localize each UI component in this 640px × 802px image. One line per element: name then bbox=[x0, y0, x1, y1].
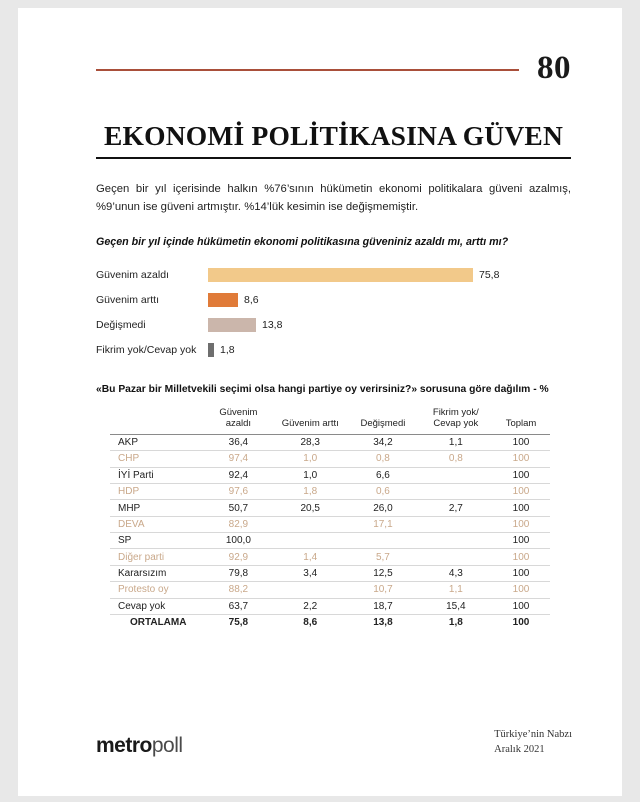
row-label: DEVA bbox=[110, 516, 202, 532]
column-header-no-opinion: Fikrim yok/ Cevap yok bbox=[420, 407, 492, 434]
table-row bbox=[110, 565, 550, 581]
cell: 92,4 bbox=[202, 467, 274, 483]
row-label: HDP bbox=[110, 483, 202, 499]
table-row-total bbox=[110, 614, 550, 630]
bar-label: Fikrim yok/Cevap yok bbox=[96, 343, 197, 356]
cell: 5,7 bbox=[346, 549, 420, 565]
bar-value: 13,8 bbox=[262, 318, 283, 331]
header-rule bbox=[96, 69, 519, 71]
table-row bbox=[110, 483, 550, 499]
cell: 6,6 bbox=[346, 467, 420, 483]
table-row bbox=[110, 516, 550, 532]
cell: 3,4 bbox=[274, 565, 346, 581]
bar-fill bbox=[208, 318, 256, 332]
cell: 0,6 bbox=[346, 483, 420, 499]
cell: 26,0 bbox=[346, 500, 420, 516]
cell bbox=[346, 533, 420, 549]
row-label: MHP bbox=[110, 500, 202, 516]
page-header bbox=[96, 48, 571, 88]
cell: 0,8 bbox=[420, 451, 492, 467]
cell: 92,9 bbox=[202, 549, 274, 565]
bar-track bbox=[208, 268, 571, 282]
cell: 1,8 bbox=[274, 483, 346, 499]
column-header-total: Toplam bbox=[492, 407, 550, 434]
footer-survey-name: Türkiye’nin Nabzı bbox=[494, 728, 572, 740]
breakdown-question: «Bu Pazar bir Milletvekili seçimi olsa hangi partiye oy verirsiniz?» sorusuna göre dağılım - % bbox=[96, 384, 549, 395]
cell: 18,7 bbox=[346, 598, 420, 614]
bar-track bbox=[208, 343, 571, 357]
cell bbox=[420, 467, 492, 483]
bar-label: Değişmedi bbox=[96, 318, 146, 331]
table-row bbox=[110, 533, 550, 549]
bar-row bbox=[96, 262, 571, 287]
cell bbox=[420, 549, 492, 565]
logo-light-part: poll bbox=[151, 734, 183, 757]
table-header-row bbox=[110, 407, 550, 434]
cell: 63,7 bbox=[202, 598, 274, 614]
cell: 10,7 bbox=[346, 582, 420, 598]
cell: 100 bbox=[492, 500, 550, 516]
cell: 1,8 bbox=[420, 614, 492, 630]
cell: 100 bbox=[492, 516, 550, 532]
cell: 100 bbox=[492, 451, 550, 467]
bar-track bbox=[208, 318, 571, 332]
cell: 50,7 bbox=[202, 500, 274, 516]
cell: 36,4 bbox=[202, 434, 274, 450]
bar-row bbox=[96, 287, 571, 312]
table-row bbox=[110, 582, 550, 598]
bar-fill bbox=[208, 293, 238, 307]
page-content bbox=[96, 48, 571, 630]
cell: 97,6 bbox=[202, 483, 274, 499]
cell: 8,6 bbox=[274, 614, 346, 630]
cell: 15,4 bbox=[420, 598, 492, 614]
cell bbox=[420, 533, 492, 549]
footer-survey-date: Aralık 2021 bbox=[494, 744, 545, 756]
row-label: CHP bbox=[110, 451, 202, 467]
cell: 1,1 bbox=[420, 582, 492, 598]
cell: 0,8 bbox=[346, 451, 420, 467]
cell: 100,0 bbox=[202, 533, 274, 549]
cell: 97,4 bbox=[202, 451, 274, 467]
row-label: ORTALAMA bbox=[110, 614, 202, 630]
cell: 2,7 bbox=[420, 500, 492, 516]
breakdown-table bbox=[110, 407, 550, 630]
title-underline bbox=[96, 157, 571, 159]
cell: 4,3 bbox=[420, 565, 492, 581]
cell: 100 bbox=[492, 549, 550, 565]
cell: 20,5 bbox=[274, 500, 346, 516]
column-header-trust-increased: Güvenim arttı bbox=[274, 407, 346, 434]
logo-bold-part: metro bbox=[96, 734, 152, 757]
cell: 100 bbox=[492, 582, 550, 598]
cell: 100 bbox=[492, 483, 550, 499]
row-label: SP bbox=[110, 533, 202, 549]
footer-meta bbox=[494, 727, 572, 759]
table-row bbox=[110, 451, 550, 467]
cell: 2,2 bbox=[274, 598, 346, 614]
row-label: Diğer parti bbox=[110, 549, 202, 565]
report-page bbox=[18, 8, 622, 796]
cell bbox=[420, 483, 492, 499]
cell bbox=[274, 582, 346, 598]
bar-row bbox=[96, 337, 571, 362]
table-row bbox=[110, 549, 550, 565]
bar-chart bbox=[96, 262, 571, 362]
cell: 79,8 bbox=[202, 565, 274, 581]
survey-question: Geçen bir yıl içinde hükümetin ekonomi politikasına güveniniz azaldı mı, arttı mı? bbox=[96, 236, 509, 248]
cell: 100 bbox=[492, 434, 550, 450]
cell: 100 bbox=[492, 614, 550, 630]
page-title: EKONOMİ POLİTİKASINA GÜVEN bbox=[103, 120, 564, 151]
table-row bbox=[110, 500, 550, 516]
bar-track bbox=[208, 293, 571, 307]
cell: 100 bbox=[492, 533, 550, 549]
column-header-trust-decreased: Güvenim azaldı bbox=[202, 407, 274, 434]
bar-row bbox=[96, 312, 571, 337]
bar-value: 1,8 bbox=[220, 343, 235, 356]
cell: 100 bbox=[492, 565, 550, 581]
bar-label: Güvenim azaldı bbox=[96, 268, 169, 281]
row-label: AKP bbox=[110, 434, 202, 450]
row-label: İYİ Parti bbox=[110, 467, 202, 483]
bar-value: 8,6 bbox=[244, 293, 259, 306]
column-header-party bbox=[110, 407, 202, 434]
cell: 100 bbox=[492, 598, 550, 614]
page-number: 80 bbox=[537, 49, 571, 86]
row-label: Protesto oy bbox=[110, 582, 202, 598]
cell: 88,2 bbox=[202, 582, 274, 598]
bar-fill bbox=[208, 343, 214, 357]
cell: 34,2 bbox=[346, 434, 420, 450]
table-row bbox=[110, 434, 550, 450]
column-header-unchanged: Değişmedi bbox=[346, 407, 420, 434]
cell bbox=[274, 533, 346, 549]
intro-paragraph: Geçen bir yıl içerisinde halkın %76’sının hükümetin ekonomi politikalara güveni azalmış, %9’unun ise güveni artmıştır. %14’lük kesimin ise değişmemiştir. bbox=[96, 183, 571, 213]
cell: 13,8 bbox=[346, 614, 420, 630]
table-row bbox=[110, 467, 550, 483]
logo-metropoll bbox=[96, 734, 183, 758]
cell: 17,1 bbox=[346, 516, 420, 532]
table-row bbox=[110, 598, 550, 614]
row-label: Kararsızım bbox=[110, 565, 202, 581]
cell: 1,0 bbox=[274, 467, 346, 483]
cell: 12,5 bbox=[346, 565, 420, 581]
bar-fill bbox=[208, 268, 473, 282]
cell: 1,0 bbox=[274, 451, 346, 467]
page-footer bbox=[96, 727, 572, 759]
cell: 100 bbox=[492, 467, 550, 483]
cell: 28,3 bbox=[274, 434, 346, 450]
bar-label: Güvenim arttı bbox=[96, 293, 160, 306]
cell bbox=[274, 516, 346, 532]
cell: 82,9 bbox=[202, 516, 274, 532]
cell: 1,4 bbox=[274, 549, 346, 565]
bar-value: 75,8 bbox=[479, 268, 500, 281]
cell: 1,1 bbox=[420, 434, 492, 450]
row-label: Cevap yok bbox=[110, 598, 202, 614]
cell: 75,8 bbox=[202, 614, 274, 630]
table-body bbox=[110, 434, 550, 630]
cell bbox=[420, 516, 492, 532]
